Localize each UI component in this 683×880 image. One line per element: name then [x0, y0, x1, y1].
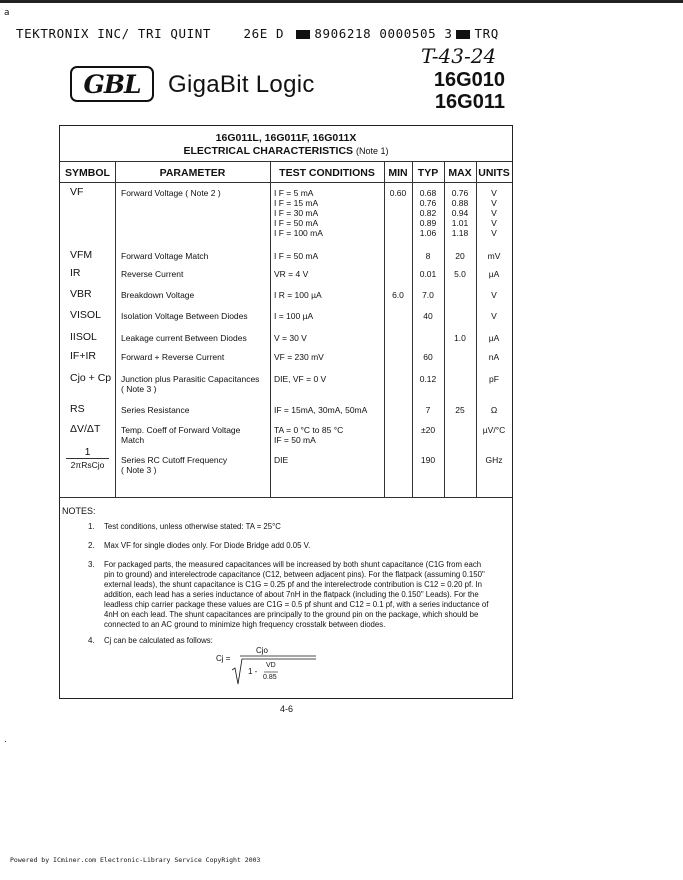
table-column-divider	[384, 161, 385, 497]
note-text: Cj can be calculated as follows:	[104, 636, 213, 645]
row-units: mV	[487, 251, 501, 261]
row-symbol: VBR	[70, 288, 92, 300]
part-number-2: 16G011	[434, 91, 505, 113]
row-conditions: DIE	[274, 455, 289, 465]
row-max: 0.76 0.88 0.94 1.01 1.18	[451, 188, 469, 238]
company-name: GigaBit Logic	[168, 71, 315, 98]
formula-one-minus: 1 -	[248, 667, 258, 676]
row-max: 25	[455, 405, 465, 415]
row-symbol: RS	[70, 403, 85, 415]
row-units: µA	[488, 269, 500, 279]
page-number: 4-6	[280, 704, 294, 714]
row-parameter: Forward Voltage ( Note 2 )	[121, 188, 221, 198]
row-symbol: ΔV/ΔT	[70, 423, 101, 435]
row-symbol: Cjo + Cp	[70, 372, 112, 384]
row-conditions: V = 30 V	[274, 333, 307, 343]
row-conditions: VR = 4 V	[274, 269, 309, 279]
table-rule-bottom	[60, 497, 512, 498]
row-conditions: IF = 15mA, 30mA, 50mA	[274, 405, 368, 415]
row-units: nA	[488, 352, 500, 362]
table-title	[60, 132, 512, 158]
table-title-line1: 16G011L, 16G011F, 16G011X	[215, 132, 357, 144]
note-number: 2.	[88, 541, 95, 550]
header-code-2: 8906218 0000505 3	[314, 26, 453, 41]
redaction-block-icon	[296, 30, 310, 39]
row-max: 20	[455, 251, 465, 261]
row-conditions: TA = 0 °C to 85 °C IF = 50 mA	[274, 425, 344, 445]
row-units: Ω	[490, 405, 498, 415]
note-text: Test conditions, unless otherwise stated: TA = 25°C	[104, 522, 281, 531]
row-symbol: VFM	[70, 249, 93, 261]
formula-numerator: Cjo	[256, 646, 269, 655]
row-conditions: I F = 5 mA I F = 15 mA I F = 30 mA I F = 50 mA I F = 100 mA	[274, 188, 323, 238]
row-symbol: IISOL	[70, 331, 97, 343]
row-max: 5.0	[454, 269, 466, 279]
scan-speck: ·	[4, 736, 7, 746]
note-number: 1.	[88, 522, 95, 531]
column-header-col-conditions: TEST CONDITIONS	[279, 167, 375, 179]
row-min: 0.60	[389, 188, 407, 198]
column-header-col-units: UNITS	[478, 167, 510, 179]
formula-inner-num: VD	[266, 662, 276, 669]
row-symbol: VF	[70, 186, 84, 198]
row-units: µV/°C	[482, 425, 506, 435]
row-units: V	[491, 290, 497, 300]
document-header-strip	[16, 26, 499, 41]
row-parameter: Temp. Coeff of Forward Voltage Match	[121, 425, 241, 445]
row-units: V V V V V	[491, 188, 497, 238]
row-units: V	[491, 311, 497, 321]
column-header-col-symbol: SYMBOL	[65, 167, 110, 179]
column-header-col-parameter: PARAMETER	[159, 167, 226, 179]
notes-title: NOTES:	[62, 506, 96, 516]
row-min: 6.0	[392, 290, 404, 300]
row-conditions: I F = 50 mA	[274, 251, 319, 261]
row-typ: 7	[425, 405, 431, 415]
note-text: Max VF for single diodes only. For Diode Bridge add 0.05 V.	[104, 541, 311, 550]
part-number-1: 16G010	[433, 69, 505, 91]
row-parameter: Breakdown Voltage	[121, 290, 195, 300]
row-typ: 7.0	[422, 290, 434, 300]
company-logo: GBL	[70, 66, 154, 102]
capacitance-formula	[216, 646, 326, 690]
row-symbol: IF+IR	[70, 350, 96, 362]
table-title-note: (Note 1)	[355, 146, 389, 156]
row-typ: 0.12	[419, 374, 437, 384]
row-units: GHz	[485, 455, 503, 465]
symbol-fraction-bar	[66, 458, 109, 459]
row-typ: 8	[425, 251, 431, 261]
row-parameter: Series Resistance	[121, 405, 190, 415]
row-typ: 60	[423, 352, 433, 362]
header-code-1: 26E D	[243, 26, 285, 41]
row-parameter: Isolation Voltage Between Diodes	[121, 311, 248, 321]
row-units: pF	[489, 374, 499, 384]
symbol-fraction-numerator: 1	[84, 446, 91, 458]
note-number: 4.	[88, 636, 95, 645]
footer-copyright: Powered by ICminer.com Electronic-Library Service CopyRight 2003	[10, 856, 261, 864]
header-code-3: TRQ	[474, 26, 499, 41]
row-conditions: I = 100 µA	[274, 311, 314, 321]
formula-inner-den: 0.85	[263, 674, 277, 681]
row-conditions: I R = 100 µA	[274, 290, 322, 300]
column-header-col-max: MAX	[448, 167, 472, 179]
row-parameter: Forward + Reverse Current	[121, 352, 225, 362]
row-parameter: Leakage current Between Diodes	[121, 333, 247, 343]
row-conditions: VF = 230 mV	[274, 352, 324, 362]
row-parameter: Reverse Current	[121, 269, 184, 279]
row-parameter: Forward Voltage Match	[121, 251, 209, 261]
note-text: For packaged parts, the measured capacitances will be increased by both shunt capacitance (C1G from each pin to ground) and interelectrode capacitance (C12, between adjacent pins). For the flatpack (assuming 0.150" external leads), the shunt capacitance is C1G = 0.25 pf and the interelectrode contribution is C12 = 0.20 pf. In addition, each lead has a series inductance of about 7nH in the flatpack (including the 0.150" Leads). For the leadless chip carrier package these values are C1G = 0.5 pf shunt and C12 = 0.1 pf, with a series inductance of 4nH on each lead. The shunt capacitances are principally to the ground pin on the package, which should be connected to an AC ground to minimize high frequency crosstalk between diodes.	[104, 560, 489, 629]
row-typ: 190	[420, 455, 436, 465]
symbol-fraction-denominator: 2πRsCjo	[70, 460, 105, 470]
table-column-divider	[270, 161, 271, 497]
row-typ: 40	[423, 311, 433, 321]
scan-top-border	[0, 0, 683, 3]
formula-lhs: Cj =	[216, 654, 231, 663]
row-parameter: Series RC Cutoff Frequency ( Note 3 )	[121, 455, 228, 475]
table-title-line2: ELECTRICAL CHARACTERISTICS	[183, 145, 354, 157]
row-units: µA	[488, 333, 500, 343]
row-max: 1.0	[454, 333, 466, 343]
note-number: 3.	[88, 560, 95, 569]
row-conditions: DIE, VF = 0 V	[274, 374, 327, 384]
manufacturer-code: TEKTRONIX INC/ TRI QUINT	[16, 26, 212, 41]
table-column-divider	[115, 161, 116, 497]
scan-mark: a	[4, 8, 10, 18]
handwritten-note: T-43-24	[421, 44, 497, 68]
row-symbol: IR	[70, 267, 81, 279]
row-typ: 0.68 0.76 0.82 0.89 1.06	[419, 188, 437, 238]
row-symbol: VISOL	[70, 309, 101, 321]
redaction-block-icon	[456, 30, 470, 39]
column-header-col-min: MIN	[388, 167, 408, 179]
column-header-col-typ: TYP	[417, 167, 439, 179]
row-parameter: Junction plus Parasitic Capacitances ( Note 3 )	[121, 374, 260, 394]
row-typ: 0.01	[419, 269, 437, 279]
row-typ: ±20	[420, 425, 436, 435]
